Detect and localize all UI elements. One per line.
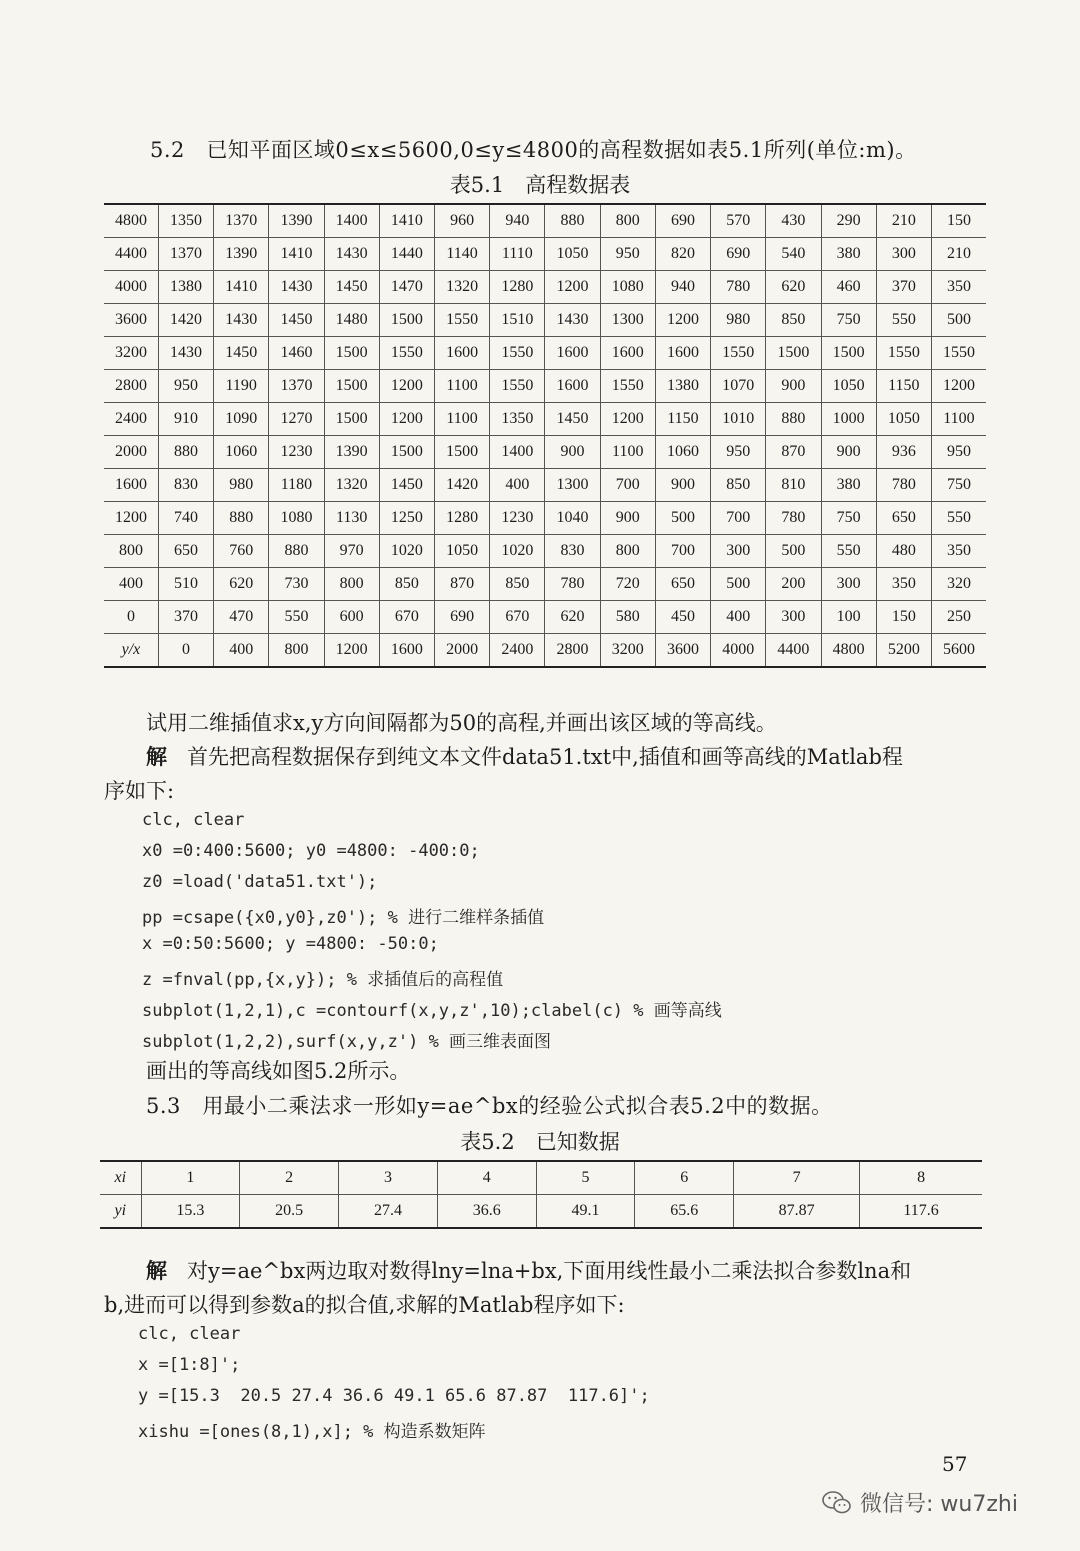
code-line: xishu =[ones(8,1),x]; % 构造系数矩阵 bbox=[138, 1422, 486, 1442]
table-row bbox=[104, 271, 986, 304]
y-value-cell: 117.6 bbox=[860, 1195, 982, 1229]
y-value-cell: 49.1 bbox=[536, 1195, 635, 1229]
elevation-cell: 1390 bbox=[324, 436, 379, 469]
elevation-cell: 850 bbox=[711, 469, 766, 502]
elevation-cell: 1380 bbox=[655, 370, 710, 403]
elevation-cell: 800 bbox=[324, 568, 379, 601]
elevation-cell: 300 bbox=[821, 568, 876, 601]
elevation-cell: 750 bbox=[931, 469, 986, 502]
problem-heading-5-3 bbox=[146, 1090, 833, 1120]
elevation-cell: 880 bbox=[158, 436, 213, 469]
elevation-cell: 470 bbox=[214, 601, 269, 634]
elevation-cell: 570 bbox=[711, 204, 766, 238]
elevation-cell: 690 bbox=[434, 601, 489, 634]
elevation-cell: 210 bbox=[876, 204, 931, 238]
elevation-cell: 1500 bbox=[434, 436, 489, 469]
x-header-row bbox=[104, 634, 986, 668]
elevation-cell: 1230 bbox=[269, 436, 324, 469]
elevation-cell: 400 bbox=[711, 601, 766, 634]
elevation-cell: 1550 bbox=[876, 337, 931, 370]
elevation-cell: 1410 bbox=[379, 204, 434, 238]
elevation-cell: 1440 bbox=[379, 238, 434, 271]
table-row bbox=[104, 568, 986, 601]
row-y-value: 4800 bbox=[104, 204, 158, 238]
elevation-cell: 1470 bbox=[379, 271, 434, 304]
elevation-cell: 1500 bbox=[379, 304, 434, 337]
y-value-cell: 15.3 bbox=[141, 1195, 240, 1229]
elevation-cell: 1300 bbox=[545, 469, 600, 502]
row-y-value: 2800 bbox=[104, 370, 158, 403]
elevation-cell: 950 bbox=[600, 238, 655, 271]
elevation-cell: 480 bbox=[876, 535, 931, 568]
problem-text: 已知平面区域0≤x≤5600,0≤y≤4800的高程数据如表5.1所列(单位:m)。 bbox=[206, 138, 917, 162]
figure-reference: 画出的等高线如图5.2所示。 bbox=[146, 1059, 411, 1083]
row-y-value: 4400 bbox=[104, 238, 158, 271]
elevation-cell: 780 bbox=[545, 568, 600, 601]
elevation-cell: 820 bbox=[655, 238, 710, 271]
elevation-cell: 1500 bbox=[379, 436, 434, 469]
x-header-cell: 2800 bbox=[545, 634, 600, 668]
elevation-cell: 510 bbox=[158, 568, 213, 601]
elevation-cell: 620 bbox=[545, 601, 600, 634]
elevation-cell: 430 bbox=[766, 204, 821, 238]
elevation-cell: 1450 bbox=[324, 271, 379, 304]
elevation-cell: 870 bbox=[766, 436, 821, 469]
elevation-cell: 780 bbox=[766, 502, 821, 535]
elevation-cell: 1430 bbox=[545, 304, 600, 337]
x-header-cell: 5200 bbox=[876, 634, 931, 668]
x-header-cell: 3600 bbox=[655, 634, 710, 668]
elevation-cell: 1150 bbox=[876, 370, 931, 403]
x-value-cell: 7 bbox=[734, 1161, 860, 1195]
elevation-cell: 1550 bbox=[379, 337, 434, 370]
elevation-cell: 350 bbox=[876, 568, 931, 601]
elevation-cell: 1250 bbox=[379, 502, 434, 535]
elevation-cell: 450 bbox=[655, 601, 710, 634]
elevation-cell: 1050 bbox=[434, 535, 489, 568]
elevation-cell: 1050 bbox=[545, 238, 600, 271]
elevation-cell: 460 bbox=[821, 271, 876, 304]
elevation-cell: 1040 bbox=[545, 502, 600, 535]
code-line: pp =csape({x0,y0},z0'); % 进行二维样条插值 bbox=[142, 908, 545, 928]
row-y-value: 3200 bbox=[104, 337, 158, 370]
elevation-cell: 1480 bbox=[324, 304, 379, 337]
row-y-value: 3600 bbox=[104, 304, 158, 337]
elevation-cell: 1460 bbox=[269, 337, 324, 370]
elevation-cell: 1140 bbox=[434, 238, 489, 271]
table-row bbox=[104, 436, 986, 469]
watermark-text: 微信号: wu7zhi bbox=[860, 1492, 1018, 1517]
elevation-cell: 670 bbox=[379, 601, 434, 634]
y-row bbox=[100, 1195, 982, 1229]
elevation-cell: 600 bbox=[324, 601, 379, 634]
elevation-cell: 1020 bbox=[379, 535, 434, 568]
elevation-cell: 1450 bbox=[379, 469, 434, 502]
elevation-cell: 940 bbox=[655, 271, 710, 304]
elevation-cell: 1600 bbox=[434, 337, 489, 370]
elevation-cell: 1380 bbox=[158, 271, 213, 304]
elevation-cell: 1280 bbox=[490, 271, 545, 304]
elevation-cell: 1600 bbox=[545, 370, 600, 403]
solution-text: 对y=ae^bx两边取对数得lny=lna+bx,下面用线性最小二乘法拟合参数lna和 bbox=[187, 1259, 912, 1283]
y-label: yi bbox=[100, 1195, 141, 1229]
problem-text: 用最小二乘法求一形如y=ae^bx的经验公式拟合表5.2中的数据。 bbox=[202, 1094, 833, 1118]
code-line: z =fnval(pp,{x,y}); % 求插值后的高程值 bbox=[142, 970, 504, 990]
elevation-cell: 1280 bbox=[434, 502, 489, 535]
elevation-cell: 950 bbox=[711, 436, 766, 469]
x-header-cell: 800 bbox=[269, 634, 324, 668]
elevation-cell: 1200 bbox=[600, 403, 655, 436]
elevation-cell: 700 bbox=[711, 502, 766, 535]
code-line: x =[1:8]'; bbox=[138, 1355, 241, 1375]
elevation-cell: 1500 bbox=[766, 337, 821, 370]
corner-label: y/x bbox=[104, 634, 158, 668]
elevation-cell: 1600 bbox=[655, 337, 710, 370]
elevation-cell: 700 bbox=[600, 469, 655, 502]
elevation-cell: 1550 bbox=[434, 304, 489, 337]
row-y-value: 1200 bbox=[104, 502, 158, 535]
elevation-cell: 1400 bbox=[324, 204, 379, 238]
elevation-cell: 650 bbox=[158, 535, 213, 568]
x-row bbox=[100, 1161, 982, 1195]
elevation-cell: 1390 bbox=[214, 238, 269, 271]
table-row bbox=[104, 535, 986, 568]
elevation-cell: 900 bbox=[600, 502, 655, 535]
x-header-cell: 3200 bbox=[600, 634, 655, 668]
elevation-cell: 1350 bbox=[158, 204, 213, 238]
elevation-cell: 850 bbox=[490, 568, 545, 601]
elevation-cell: 1000 bbox=[821, 403, 876, 436]
code-line: x0 =0:400:5600; y0 =4800: -400:0; bbox=[142, 841, 480, 861]
elevation-cell: 980 bbox=[214, 469, 269, 502]
problem-instruction: 试用二维插值求x,y方向间隔都为50的高程,并画出该区域的等高线。 bbox=[146, 711, 777, 735]
elevation-cell: 950 bbox=[931, 436, 986, 469]
elevation-cell: 500 bbox=[931, 304, 986, 337]
elevation-cell: 500 bbox=[655, 502, 710, 535]
elevation-cell: 780 bbox=[711, 271, 766, 304]
elevation-cell: 830 bbox=[545, 535, 600, 568]
elevation-cell: 150 bbox=[931, 204, 986, 238]
elevation-cell: 1100 bbox=[931, 403, 986, 436]
elevation-cell: 320 bbox=[931, 568, 986, 601]
table-row bbox=[104, 469, 986, 502]
code-line: x =0:50:5600; y =4800: -50:0; bbox=[142, 934, 439, 954]
elevation-cell: 350 bbox=[931, 535, 986, 568]
solution-label: 解 bbox=[146, 744, 167, 769]
elevation-cell: 730 bbox=[269, 568, 324, 601]
elevation-cell: 500 bbox=[766, 535, 821, 568]
x-value-cell: 1 bbox=[141, 1161, 240, 1195]
row-y-value: 800 bbox=[104, 535, 158, 568]
elevation-cell: 650 bbox=[876, 502, 931, 535]
elevation-cell: 750 bbox=[821, 304, 876, 337]
solution-line-1 bbox=[146, 739, 903, 775]
elevation-cell: 1200 bbox=[379, 370, 434, 403]
elevation-cell: 950 bbox=[158, 370, 213, 403]
x-value-cell: 2 bbox=[240, 1161, 339, 1195]
elevation-cell: 1320 bbox=[324, 469, 379, 502]
elevation-cell: 1110 bbox=[490, 238, 545, 271]
table-row bbox=[104, 304, 986, 337]
elevation-cell: 550 bbox=[931, 502, 986, 535]
elevation-cell: 550 bbox=[269, 601, 324, 634]
elevation-cell: 1450 bbox=[545, 403, 600, 436]
elevation-cell: 100 bbox=[821, 601, 876, 634]
elevation-cell: 1200 bbox=[545, 271, 600, 304]
elevation-cell: 1180 bbox=[269, 469, 324, 502]
elevation-cell: 1300 bbox=[600, 304, 655, 337]
elevation-cell: 1230 bbox=[490, 502, 545, 535]
elevation-cell: 290 bbox=[821, 204, 876, 238]
elevation-cell: 980 bbox=[711, 304, 766, 337]
elevation-cell: 1060 bbox=[214, 436, 269, 469]
x-header-cell: 400 bbox=[214, 634, 269, 668]
row-y-value: 400 bbox=[104, 568, 158, 601]
elevation-cell: 1500 bbox=[324, 403, 379, 436]
x-value-cell: 4 bbox=[437, 1161, 536, 1195]
elevation-cell: 1370 bbox=[158, 238, 213, 271]
elevation-cell: 800 bbox=[600, 535, 655, 568]
x-header-cell: 2400 bbox=[490, 634, 545, 668]
elevation-cell: 650 bbox=[655, 568, 710, 601]
elevation-cell: 960 bbox=[434, 204, 489, 238]
solution2-line-1 bbox=[146, 1253, 911, 1289]
solution2-line-2: b,进而可以得到参数a的拟合值,求解的Matlab程序如下: bbox=[104, 1293, 625, 1317]
elevation-cell: 880 bbox=[214, 502, 269, 535]
elevation-cell: 1410 bbox=[269, 238, 324, 271]
elevation-cell: 350 bbox=[931, 271, 986, 304]
elevation-cell: 900 bbox=[545, 436, 600, 469]
row-y-value: 0 bbox=[104, 601, 158, 634]
elevation-cell: 910 bbox=[158, 403, 213, 436]
elevation-cell: 1200 bbox=[655, 304, 710, 337]
problem-number: 5.3 bbox=[146, 1094, 181, 1118]
x-header-cell: 4400 bbox=[766, 634, 821, 668]
x-label: xi bbox=[100, 1161, 141, 1195]
wechat-icon bbox=[822, 1490, 852, 1516]
elevation-cell: 1600 bbox=[600, 337, 655, 370]
elevation-cell: 300 bbox=[766, 601, 821, 634]
elevation-cell: 880 bbox=[766, 403, 821, 436]
elevation-cell: 620 bbox=[766, 271, 821, 304]
elevation-cell: 800 bbox=[600, 204, 655, 238]
problem-number: 5.2 bbox=[150, 138, 185, 162]
wechat-watermark bbox=[822, 1487, 1018, 1518]
solution-line-2: 序如下: bbox=[104, 779, 175, 803]
x-header-cell: 0 bbox=[158, 634, 213, 668]
x-header-cell: 4800 bbox=[821, 634, 876, 668]
elevation-cell: 550 bbox=[821, 535, 876, 568]
elevation-cell: 300 bbox=[876, 238, 931, 271]
elevation-cell: 200 bbox=[766, 568, 821, 601]
elevation-cell: 1430 bbox=[158, 337, 213, 370]
elevation-cell: 150 bbox=[876, 601, 931, 634]
elevation-cell: 1350 bbox=[490, 403, 545, 436]
elevation-cell: 1550 bbox=[490, 337, 545, 370]
x-header-cell: 1200 bbox=[324, 634, 379, 668]
elevation-cell: 540 bbox=[766, 238, 821, 271]
elevation-cell: 370 bbox=[876, 271, 931, 304]
problem-heading-5-2 bbox=[150, 134, 917, 164]
solution-text: 首先把高程数据保存到纯文本文件data51.txt中,插值和画等高线的Matlab程 bbox=[187, 745, 903, 769]
elevation-cell: 1050 bbox=[821, 370, 876, 403]
elevation-cell: 620 bbox=[214, 568, 269, 601]
elevation-cell: 1100 bbox=[434, 403, 489, 436]
table-row bbox=[104, 337, 986, 370]
elevation-cell: 750 bbox=[821, 502, 876, 535]
elevation-cell: 880 bbox=[269, 535, 324, 568]
elevation-cell: 380 bbox=[821, 469, 876, 502]
table-row bbox=[104, 403, 986, 436]
elevation-cell: 1090 bbox=[214, 403, 269, 436]
elevation-cell: 760 bbox=[214, 535, 269, 568]
elevation-cell: 500 bbox=[711, 568, 766, 601]
elevation-cell: 1050 bbox=[876, 403, 931, 436]
elevation-cell: 1420 bbox=[434, 469, 489, 502]
elevation-cell: 300 bbox=[711, 535, 766, 568]
code-line: clc, clear bbox=[138, 1324, 241, 1344]
elevation-table bbox=[104, 203, 986, 668]
elevation-cell: 1430 bbox=[269, 271, 324, 304]
x-header-cell: 2000 bbox=[434, 634, 489, 668]
elevation-cell: 1510 bbox=[490, 304, 545, 337]
elevation-cell: 670 bbox=[490, 601, 545, 634]
elevation-cell: 1390 bbox=[269, 204, 324, 238]
elevation-cell: 1080 bbox=[269, 502, 324, 535]
elevation-cell: 720 bbox=[600, 568, 655, 601]
y-value-cell: 65.6 bbox=[635, 1195, 734, 1229]
page-number: 57 bbox=[942, 1452, 968, 1476]
elevation-cell: 1130 bbox=[324, 502, 379, 535]
elevation-cell: 1410 bbox=[214, 271, 269, 304]
x-value-cell: 3 bbox=[339, 1161, 438, 1195]
elevation-cell: 740 bbox=[158, 502, 213, 535]
row-y-value: 1600 bbox=[104, 469, 158, 502]
elevation-cell: 1500 bbox=[324, 370, 379, 403]
elevation-cell: 1500 bbox=[324, 337, 379, 370]
elevation-cell: 1100 bbox=[434, 370, 489, 403]
code-line: subplot(1,2,1),c =contourf(x,y,z',10);clabel(c) % 画等高线 bbox=[142, 1001, 722, 1021]
elevation-cell: 1400 bbox=[490, 436, 545, 469]
table-caption-5-1: 表5.1 高程数据表 bbox=[449, 173, 631, 197]
elevation-cell: 1550 bbox=[600, 370, 655, 403]
elevation-cell: 1200 bbox=[931, 370, 986, 403]
elevation-cell: 210 bbox=[931, 238, 986, 271]
elevation-cell: 1270 bbox=[269, 403, 324, 436]
elevation-cell: 900 bbox=[821, 436, 876, 469]
elevation-cell: 1600 bbox=[545, 337, 600, 370]
table-row bbox=[104, 370, 986, 403]
row-y-value: 2400 bbox=[104, 403, 158, 436]
x-value-cell: 8 bbox=[860, 1161, 982, 1195]
elevation-cell: 1070 bbox=[711, 370, 766, 403]
elevation-cell: 1420 bbox=[158, 304, 213, 337]
elevation-cell: 936 bbox=[876, 436, 931, 469]
solution-label: 解 bbox=[146, 1258, 167, 1283]
code-line: subplot(1,2,2),surf(x,y,z') % 画三维表面图 bbox=[142, 1032, 552, 1052]
table-row bbox=[104, 204, 986, 238]
elevation-cell: 830 bbox=[158, 469, 213, 502]
table-caption-5-2: 表5.2 已知数据 bbox=[460, 1130, 620, 1154]
x-header-cell: 5600 bbox=[931, 634, 986, 668]
elevation-cell: 1320 bbox=[434, 271, 489, 304]
elevation-cell: 880 bbox=[545, 204, 600, 238]
code-line: y =[15.3 20.5 27.4 36.6 49.1 65.6 87.87 117.6]'; bbox=[138, 1386, 650, 1406]
elevation-cell: 940 bbox=[490, 204, 545, 238]
elevation-cell: 380 bbox=[821, 238, 876, 271]
elevation-cell: 1550 bbox=[931, 337, 986, 370]
elevation-cell: 1370 bbox=[269, 370, 324, 403]
elevation-cell: 1450 bbox=[269, 304, 324, 337]
table-row bbox=[104, 601, 986, 634]
elevation-cell: 580 bbox=[600, 601, 655, 634]
elevation-cell: 1500 bbox=[821, 337, 876, 370]
elevation-cell: 850 bbox=[379, 568, 434, 601]
elevation-cell: 1010 bbox=[711, 403, 766, 436]
elevation-cell: 1430 bbox=[324, 238, 379, 271]
elevation-cell: 400 bbox=[490, 469, 545, 502]
x-value-cell: 5 bbox=[536, 1161, 635, 1195]
code-line: z0 =load('data51.txt'); bbox=[142, 872, 378, 892]
x-header-cell: 4000 bbox=[711, 634, 766, 668]
elevation-cell: 850 bbox=[766, 304, 821, 337]
elevation-cell: 1370 bbox=[214, 204, 269, 238]
elevation-cell: 1060 bbox=[655, 436, 710, 469]
row-y-value: 4000 bbox=[104, 271, 158, 304]
y-value-cell: 36.6 bbox=[437, 1195, 536, 1229]
elevation-cell: 550 bbox=[876, 304, 931, 337]
x-header-cell: 1600 bbox=[379, 634, 434, 668]
elevation-cell: 970 bbox=[324, 535, 379, 568]
row-y-value: 2000 bbox=[104, 436, 158, 469]
elevation-cell: 900 bbox=[766, 370, 821, 403]
elevation-cell: 900 bbox=[655, 469, 710, 502]
table-row bbox=[104, 502, 986, 535]
elevation-cell: 700 bbox=[655, 535, 710, 568]
code-line: clc, clear bbox=[142, 810, 245, 830]
elevation-cell: 870 bbox=[434, 568, 489, 601]
elevation-cell: 1150 bbox=[655, 403, 710, 436]
elevation-cell: 1550 bbox=[711, 337, 766, 370]
elevation-cell: 1100 bbox=[600, 436, 655, 469]
x-value-cell: 6 bbox=[635, 1161, 734, 1195]
y-value-cell: 87.87 bbox=[734, 1195, 860, 1229]
elevation-cell: 1550 bbox=[490, 370, 545, 403]
known-data-table bbox=[100, 1160, 982, 1229]
elevation-cell: 1190 bbox=[214, 370, 269, 403]
elevation-cell: 810 bbox=[766, 469, 821, 502]
y-value-cell: 27.4 bbox=[339, 1195, 438, 1229]
elevation-cell: 690 bbox=[655, 204, 710, 238]
elevation-cell: 1020 bbox=[490, 535, 545, 568]
elevation-cell: 690 bbox=[711, 238, 766, 271]
elevation-cell: 1450 bbox=[214, 337, 269, 370]
elevation-cell: 250 bbox=[931, 601, 986, 634]
y-value-cell: 20.5 bbox=[240, 1195, 339, 1229]
elevation-cell: 1080 bbox=[600, 271, 655, 304]
elevation-cell: 370 bbox=[158, 601, 213, 634]
elevation-cell: 1430 bbox=[214, 304, 269, 337]
elevation-cell: 1200 bbox=[379, 403, 434, 436]
elevation-cell: 780 bbox=[876, 469, 931, 502]
table-row bbox=[104, 238, 986, 271]
